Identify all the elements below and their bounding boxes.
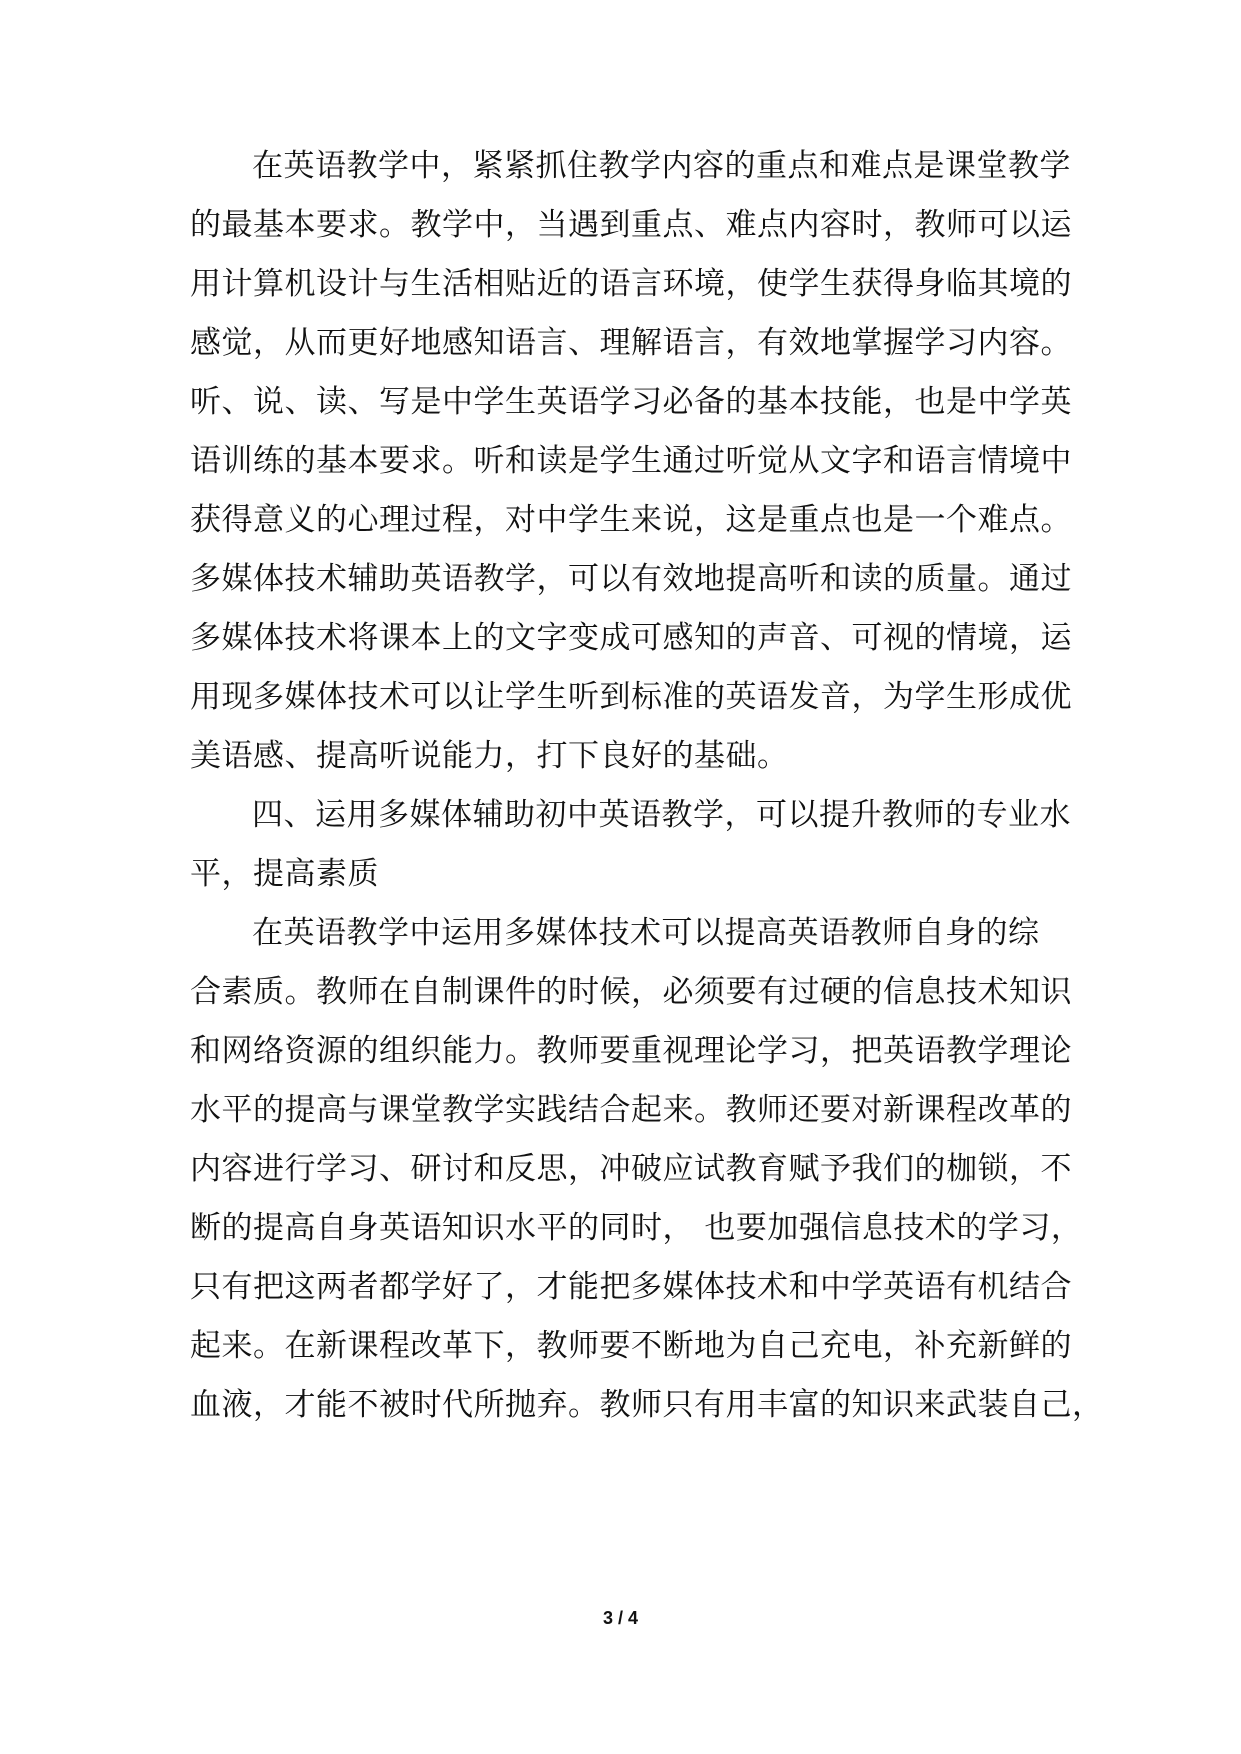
text-line: 内容进行学习、研讨和反思，冲破应试教育赋予我们的枷锁，不 xyxy=(190,1151,1072,1187)
text-line: 在英语教学中运用多媒体技术可以提高英语教师自身的综 xyxy=(252,915,1040,951)
text-line: 感觉，从而更好地感知语言、理解语言，有效地掌握学习内容。 xyxy=(190,325,1072,361)
section-heading-line: 平，提高素质 xyxy=(190,856,379,892)
text-line: 起来。在新课程改革下，教师要不断地为自己充电，补充新鲜的 xyxy=(190,1328,1072,1364)
text-line: 用现多媒体技术可以让学生听到标准的英语发音，为学生形成优 xyxy=(190,679,1072,715)
text-line: 和网络资源的组织能力。教师要重视理论学习，把英语教学理论 xyxy=(190,1033,1072,1069)
text-line: 美语感、提高听说能力，打下良好的基础。 xyxy=(190,738,789,774)
text-line: 血液，才能不被时代所抛弃。教师只有用丰富的知识来武装自己， xyxy=(190,1387,1104,1423)
page-number: 3 / 4 xyxy=(602,1608,639,1628)
text-line: 多媒体技术将课本上的文字变成可感知的声音、可视的情境，运 xyxy=(190,620,1072,656)
text-line: 获得意义的心理过程，对中学生来说，这是重点也是一个难点。 xyxy=(190,502,1072,538)
text-line: 合素质。教师在自制课件的时候，必须要有过硬的信息技术知识 xyxy=(190,974,1072,1010)
text-line: 在英语教学中，紧紧抓住教学内容的重点和难点是课堂教学 xyxy=(252,148,1071,184)
text-line: 用计算机设计与生活相贴近的语言环境，使学生获得身临其境的 xyxy=(190,266,1072,302)
text-line: 的最基本要求。教学中，当遇到重点、难点内容时，教师可以运 xyxy=(190,207,1072,243)
text-line: 断的提高自身英语知识水平的同时， 也要加强信息技术的学习， xyxy=(190,1210,1083,1246)
text-line: 多媒体技术辅助英语教学，可以有效地提高听和读的质量。通过 xyxy=(190,561,1072,597)
text-line: 只有把这两者都学好了，才能把多媒体技术和中学英语有机结合 xyxy=(190,1269,1072,1305)
text-line: 语训练的基本要求。听和读是学生通过听觉从文字和语言情境中 xyxy=(190,443,1072,479)
text-line: 听、说、读、写是中学生英语学习必备的基本技能，也是中学英 xyxy=(190,384,1072,420)
section-heading-line: 四、运用多媒体辅助初中英语教学，可以提升教师的专业水 xyxy=(252,797,1071,833)
text-line: 水平的提高与课堂教学实践结合起来。教师还要对新课程改革的 xyxy=(190,1092,1072,1128)
